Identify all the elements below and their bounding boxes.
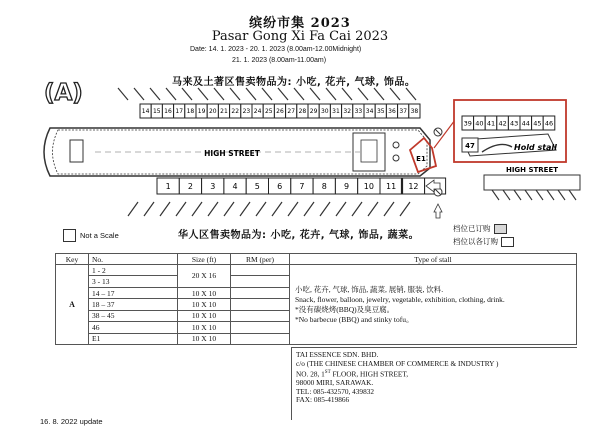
parking-line (336, 202, 346, 216)
parking-line (240, 202, 250, 216)
parking-line (144, 202, 154, 216)
parking-line (558, 190, 565, 200)
stall-number: 41 (486, 119, 496, 128)
stall-number: 24 (253, 108, 262, 116)
header-rm: RM (per) (231, 254, 290, 265)
parking-line (182, 88, 192, 100)
parking-line (368, 202, 378, 216)
stall-number-cell: 38 – 45 (89, 310, 178, 321)
parking-slants-inset (492, 190, 576, 200)
stall-number: 9 (344, 182, 350, 191)
stall-number: 25 (264, 108, 273, 116)
parking-line (272, 202, 282, 216)
stall-number: 20 (208, 108, 217, 116)
parking-line (256, 202, 266, 216)
stall-number: 4 (232, 182, 238, 191)
stall-number: 8 (321, 182, 327, 191)
parking-line (304, 202, 314, 216)
parking-line (342, 88, 352, 100)
stall-number: 2 (187, 182, 193, 191)
legend-booked-label: 档位已订购 (453, 224, 491, 233)
stall-number: 11 (386, 182, 397, 191)
size-cell: 10 X 10 (178, 299, 231, 310)
stall-number: 16 (164, 108, 172, 116)
arrow-icon (434, 204, 442, 218)
stall-number: 29 (309, 108, 318, 116)
parking-line (374, 88, 384, 100)
header-size: Size (ft) (178, 254, 231, 265)
stall-number: 3 (210, 182, 216, 191)
rm-cell (231, 276, 290, 287)
fax: FAX: 085-419866 (296, 395, 350, 405)
stall-number: 18 (186, 108, 195, 116)
parking-line (503, 190, 510, 200)
legend-box (501, 237, 514, 247)
parking-line (384, 202, 394, 216)
parking-line (246, 88, 256, 100)
contact-info (296, 351, 498, 405)
parking-line (134, 88, 144, 100)
date-line-1: Date: 14. 1. 2023 - 20. 1. 2023 (8.00am-12.00Midnight) (190, 46, 362, 53)
stall-row-bottom (157, 178, 446, 194)
zone-label-top: 马来及土著区售卖物品为: 小吃, 花卉, 气球, 饰品。 (172, 77, 416, 88)
parking-line (358, 88, 368, 100)
key-cell: A (56, 265, 89, 345)
parking-line (278, 88, 288, 100)
parking-line (536, 190, 543, 200)
stall-number: 40 (475, 119, 484, 128)
parking-line (160, 202, 170, 216)
stall-number: 37 (399, 108, 408, 116)
stall-number: 32 (343, 108, 352, 116)
legend-box (494, 224, 507, 234)
hold-stall-label: Hold stall (514, 143, 557, 152)
parking-line (288, 202, 298, 216)
parking-line (525, 190, 532, 200)
parking-line (214, 88, 224, 100)
legend-available-label: 档位以各订购 (453, 237, 498, 246)
stall-number: 27 (287, 108, 296, 116)
legend-available (453, 236, 514, 247)
stall-row-inset (462, 116, 555, 130)
table-row (56, 265, 577, 276)
address-line-1: NO. 28, 1ST FLOOR, HIGH STREET, (296, 369, 409, 379)
parking-slants-bottom (128, 202, 410, 216)
stall-number: 35 (376, 108, 385, 116)
type-line: 小吃, 花卉, 气球, 饰品, 蔬菜, 展销, 服装, 饮料. (295, 284, 444, 294)
parking-line (320, 202, 330, 216)
rm-cell (231, 265, 290, 276)
rm-cell (231, 310, 290, 321)
tel: TEL: 085-432570, 439832 (296, 386, 375, 396)
parking-line (224, 202, 234, 216)
stall-number: 38 (410, 108, 419, 116)
stall-number: 44 (521, 119, 530, 128)
stall-number: 23 (242, 108, 251, 116)
size-cell: 10 X 10 (178, 322, 231, 333)
stall-number: 43 (510, 119, 519, 128)
title-english: Pasar Gong Xi Fa Cai 2023 (211, 29, 389, 44)
stall-number: 31 (332, 108, 340, 116)
type-line: *没有碳烧烤(BBQ)及臭豆腐。 (295, 304, 395, 314)
stall-number: 26 (276, 108, 284, 116)
parking-line (514, 190, 521, 200)
parking-line (294, 88, 304, 100)
street-name: HIGH STREET (204, 149, 260, 158)
stall-number: 1 (165, 182, 171, 191)
parking-slants-top (118, 88, 416, 100)
date-line-2: 21. 1. 2023 (8.00am-11.00am) (232, 57, 327, 64)
no-entry-icon (434, 128, 442, 136)
stall-47-label: 47 (465, 142, 475, 150)
title-chinese: 缤纷市集 2023 (249, 16, 351, 31)
section-letter: (A) (44, 80, 83, 106)
stall-number-cell: 46 (89, 322, 178, 333)
parking-line (352, 202, 362, 216)
size-cell: 10 X 10 (178, 333, 231, 344)
stall-number: 10 (363, 182, 374, 191)
stall-number-cell: 1 - 2 (89, 265, 178, 276)
stall-number-cell: 18 – 37 (89, 299, 178, 310)
stall-number-cell: 14 – 17 (89, 287, 178, 298)
rm-cell (231, 322, 290, 333)
stall-number: 19 (197, 108, 206, 116)
parking-line (230, 88, 240, 100)
stall-number: 46 (544, 119, 554, 128)
company-name: TAI ESSENCE SDN. BHD. (296, 350, 379, 359)
stall-number: 42 (498, 119, 507, 128)
size-cell: 10 X 10 (178, 310, 231, 321)
parking-line (492, 190, 499, 200)
parking-line (198, 88, 208, 100)
parking-line (390, 88, 400, 100)
care-of: c/o (THE CHINESE CHAMBER OF COMMERCE & INDUSTRY ) (296, 358, 499, 368)
stall-number: 36 (388, 108, 396, 116)
inset-street-name: HIGH STREET (505, 166, 559, 174)
address-line-2: 98000 MIRI, SARAWAK. (296, 377, 374, 387)
stall-number: 5 (254, 182, 260, 191)
parking-line (569, 190, 576, 200)
header-type: Type of stall (290, 254, 577, 265)
e1-label: E1 (416, 155, 426, 163)
size-cell: 20 X 16 (178, 265, 231, 288)
stall-number: 22 (231, 108, 240, 116)
parking-line (192, 202, 202, 216)
parking-line (326, 88, 336, 100)
rm-cell (231, 333, 290, 344)
legend-booked (453, 223, 507, 234)
rm-cell (231, 299, 290, 310)
update-note: 16. 8. 2022 update (40, 417, 103, 426)
stall-row-top (140, 104, 420, 118)
stall-number: 15 (152, 108, 161, 116)
stall-number: 21 (220, 108, 228, 116)
zone-label-bottom: 华人区售卖物品为: 小吃, 花卉, 气球, 饰品, 蔬菜。 (178, 230, 420, 241)
type-line: Snack, flower, balloon, jewelry, vegetable, exhibition, clothing, drink. (295, 294, 505, 304)
parking-line (166, 88, 176, 100)
stall-number-cell: E1 (89, 333, 178, 344)
scale-checkbox (63, 229, 76, 242)
stall-number: 39 (463, 119, 472, 128)
stall-number: 12 (408, 182, 419, 191)
parking-line (176, 202, 186, 216)
inset-street (484, 175, 580, 190)
rm-cell (231, 287, 290, 298)
parking-line (128, 202, 138, 216)
stall-number: 14 (141, 108, 150, 116)
size-cell: 10 X 10 (178, 287, 231, 298)
stall-number: 30 (320, 108, 329, 116)
stall-number: 34 (365, 108, 374, 116)
parking-line (547, 190, 554, 200)
parking-line (208, 202, 218, 216)
stall-number: 45 (533, 119, 542, 128)
stall-number: 28 (298, 108, 307, 116)
parking-line (310, 88, 320, 100)
stall-number-cell: 3 - 13 (89, 276, 178, 287)
parking-line (262, 88, 272, 100)
parking-line (150, 88, 160, 100)
parking-line (118, 88, 128, 100)
stall-number: 33 (354, 108, 363, 116)
stall-number: 7 (299, 182, 305, 191)
type-cell (290, 265, 577, 345)
header-key: Key (56, 254, 89, 265)
type-line: *No barbecue (BBQ) and stinky tofu。 (295, 314, 414, 324)
table-header-row (56, 254, 577, 265)
stall-table (55, 253, 577, 345)
stall-number: 6 (277, 182, 283, 191)
parking-line (406, 88, 416, 100)
header-no: No. (89, 254, 178, 265)
stall-number: 17 (175, 108, 184, 116)
not-a-scale-label: Not a Scale (80, 231, 119, 240)
parking-line (400, 202, 410, 216)
